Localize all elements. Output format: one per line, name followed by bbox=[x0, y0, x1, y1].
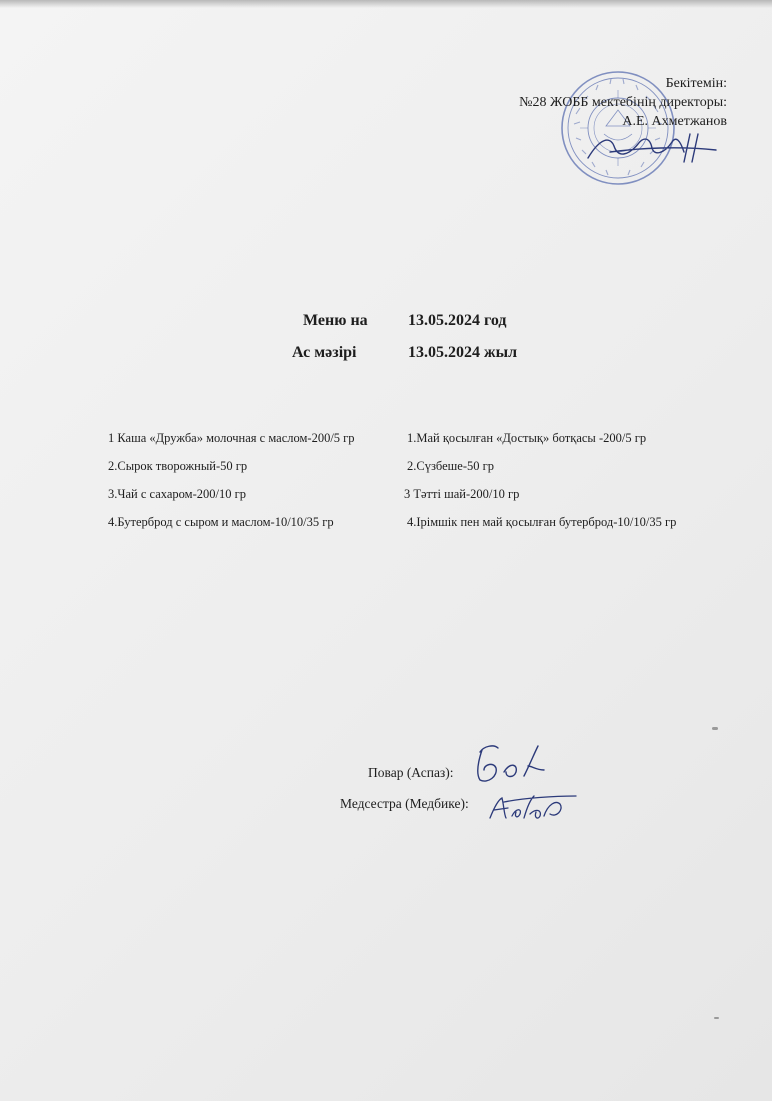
menu-item-kz-4: 4.Ірімшік пен май қосылған бутерброд-10/10/35 гр bbox=[407, 515, 677, 529]
paper-speck bbox=[714, 1017, 719, 1019]
nurse-label: Медсестра (Медбике): bbox=[340, 796, 469, 811]
approval-block bbox=[427, 74, 727, 131]
menu-item-ru-3: 3.Чай с сахаром-200/10 гр bbox=[108, 487, 246, 501]
nurse-signature-icon bbox=[484, 790, 580, 826]
page-edge-shadow bbox=[0, 0, 772, 8]
menu-kz-date: 13.05.2024 жыл bbox=[408, 344, 518, 361]
cook-signature-icon bbox=[470, 740, 550, 788]
menu-item-kz-1: 1.Май қосылған «Достық» ботқасы -200/5 гр bbox=[407, 431, 647, 445]
menu-kz-label: Ас мәзірі bbox=[292, 344, 357, 361]
menu-item-ru-4: 4.Бутерброд с сыром и маслом-10/10/35 гр bbox=[108, 515, 334, 529]
menu-ru-label: Меню на bbox=[303, 312, 368, 329]
approval-position: №28 ЖОББ мектебінің директоры: bbox=[519, 95, 727, 110]
director-signature-icon bbox=[580, 128, 720, 168]
paper-speck bbox=[712, 727, 718, 730]
menu-item-kz-2: 2.Сүзбеше-50 гр bbox=[407, 459, 494, 473]
menu-item-ru-1: 1 Каша «Дружба» молочная с маслом-200/5 гр bbox=[108, 431, 355, 445]
cook-label: Повар (Аспаз): bbox=[368, 765, 454, 780]
menu-item-ru-2: 2.Сырок творожный-50 гр bbox=[108, 459, 248, 473]
approval-name: А.Е. Ахметжанов bbox=[622, 114, 727, 129]
menu-ru-date: 13.05.2024 год bbox=[408, 312, 507, 329]
approval-title: Бекітемін: bbox=[665, 76, 727, 91]
menu-item-kz-3: 3 Тәтті шай-200/10 гр bbox=[404, 487, 520, 501]
